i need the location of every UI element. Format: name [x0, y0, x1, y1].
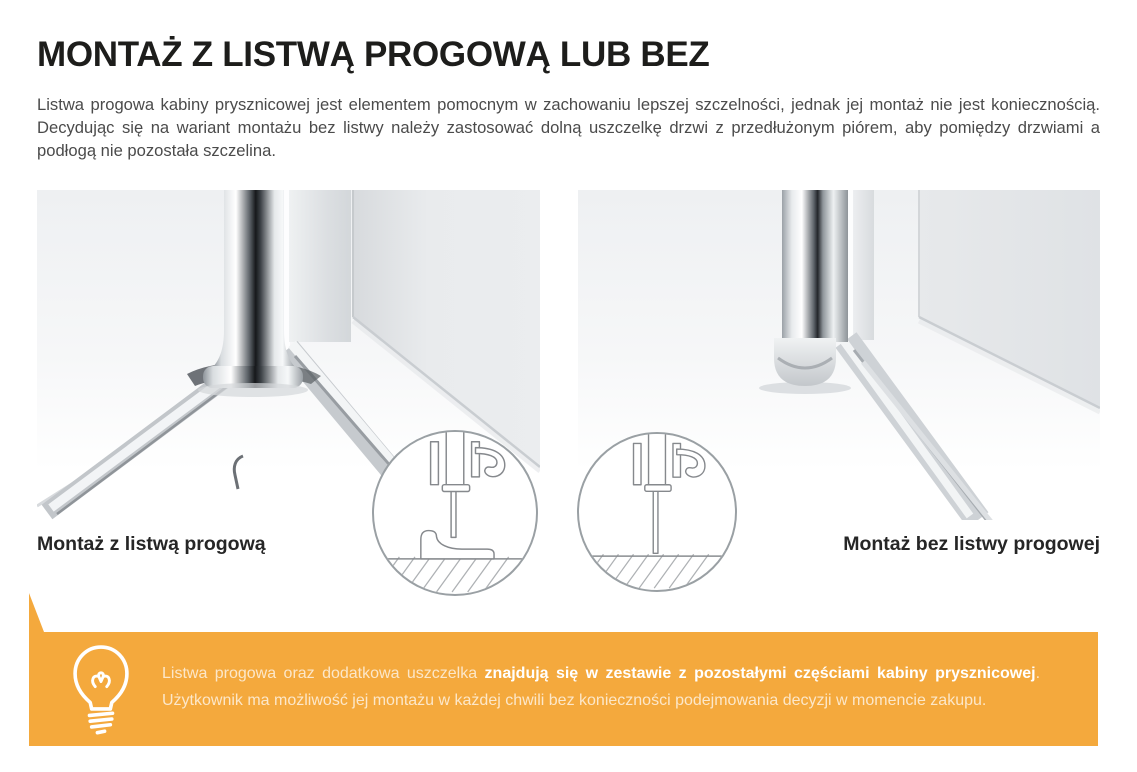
caption-without-strip: Montaż bez listwy progowej: [843, 533, 1100, 555]
intro-paragraph: Listwa progowa kabiny prysznicowej jest elementem pomocnym w zachowaniu lepszej szczelności, jednak jej montaż nie jest koniecznością. Decydując się na wariant montażu bez listwy należy zastosować dolną uszczelkę drzwi z przedłużonym piórem, aby pomiędzy drzwiami a podłogą nie pozostała szczelina.: [37, 94, 1100, 161]
tip-text: [162, 660, 1040, 714]
tip-text-regular: Listwa progowa oraz dodatkowa uszczelka: [162, 665, 485, 682]
seal-without-strip-drawing: [579, 434, 735, 590]
threshold-strip-detail-circle: [372, 430, 538, 596]
figure-row: [37, 190, 1100, 520]
caption-row: [37, 531, 1100, 557]
seal-with-strip-drawing: [374, 432, 536, 594]
tip-text-bold: znajdują się w zestawie z pozostałymi częściami kabiny prysznicowej: [484, 665, 1036, 682]
tip-text-period: .: [1035, 665, 1041, 682]
tip-text-line1: [162, 660, 1040, 687]
lightbulb-icon: [65, 642, 137, 737]
page-title: MONTAŻ Z LISTWĄ PROGOWĄ LUB BEZ: [37, 35, 710, 75]
figure-with-threshold-strip: [37, 190, 540, 520]
figure-without-threshold-strip: [578, 190, 1100, 520]
tip-banner: [29, 632, 1098, 746]
caption-with-strip: Montaż z listwą progową: [37, 533, 266, 555]
tip-text-line2: Użytkownik ma możliwość jej montażu w każdej chwili bez konieczności podejmowania decyzji w momencie zakupu.: [162, 692, 987, 709]
banner-corner-spike: [29, 593, 44, 632]
no-strip-detail-circle: [577, 432, 737, 592]
